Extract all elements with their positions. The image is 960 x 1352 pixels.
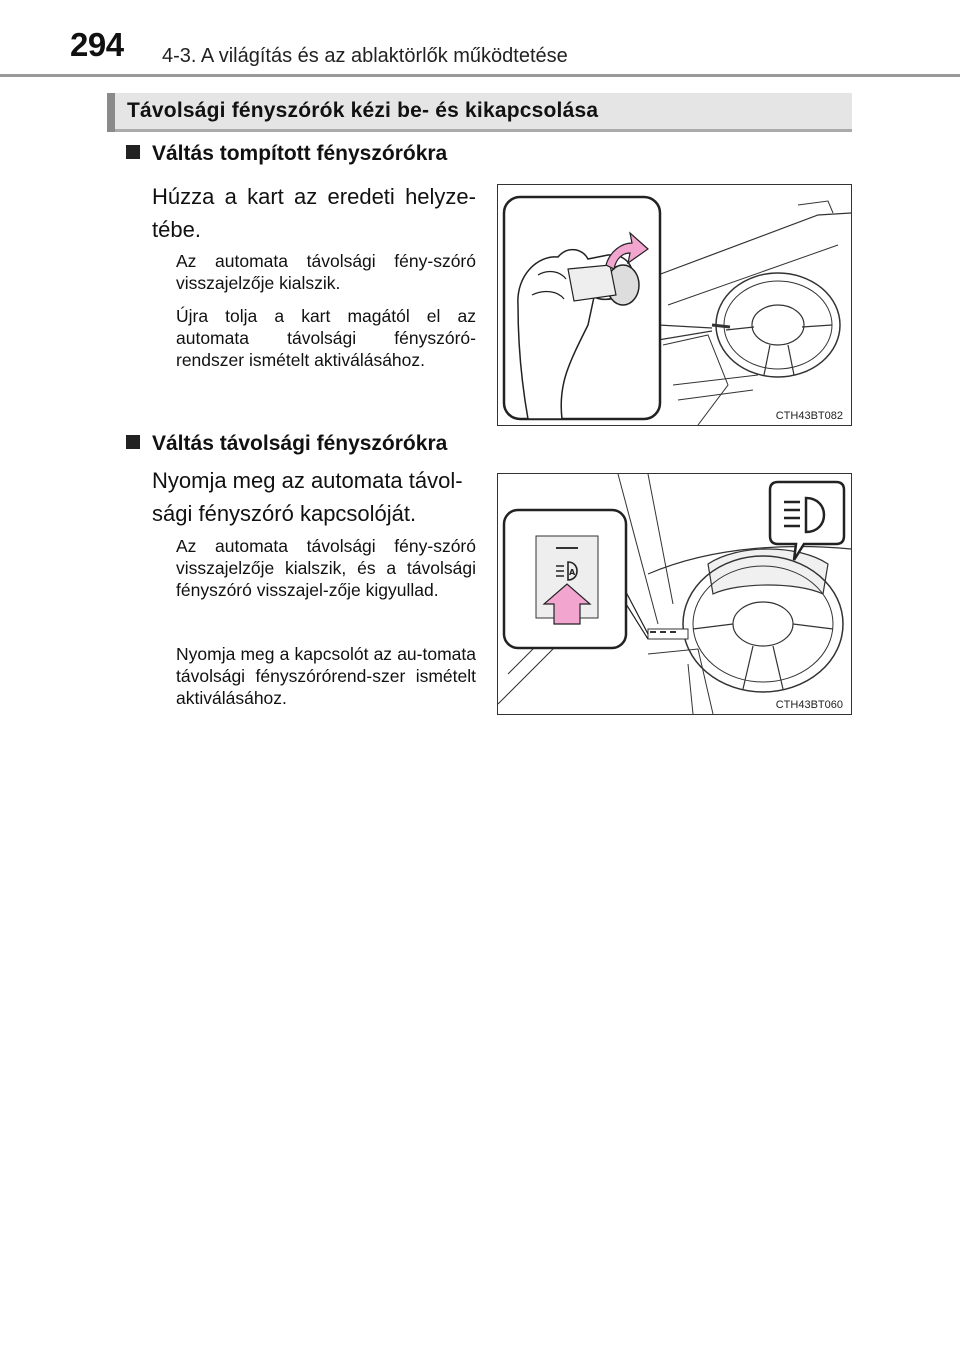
page-header <box>0 0 960 80</box>
figure-code: CTH43BT082 <box>775 410 843 422</box>
instruction-line: Húzza a kart az eredeti helyze- <box>152 184 476 209</box>
chapter-title: 4-3. A világítás és az ablaktörlők működtetése <box>162 45 568 67</box>
subheading-high-beam <box>126 432 447 456</box>
section-title: Távolsági fényszórók kézi be- és kikapcsolása <box>127 99 599 122</box>
header-divider <box>0 74 960 77</box>
note-low-beam-1: Az automata távolsági fény-szóró visszajelzője kialszik. <box>176 251 476 293</box>
svg-text:A: A <box>569 568 576 577</box>
square-bullet-icon <box>126 145 140 159</box>
note-high-beam-2: Nyomja meg a kapcsolót az au-tomata távolsági fényszórórend-szer ismételt aktiválásához. <box>176 644 476 708</box>
section-accent <box>107 93 115 132</box>
instruction-line: sági fényszóró kapcsolóját. <box>152 501 417 526</box>
subheading-text: Váltás távolsági fényszórókra <box>152 432 448 455</box>
page-number: 294 <box>70 26 124 63</box>
instruction-line: tébe. <box>152 217 201 242</box>
figure-lever-pull <box>497 184 852 426</box>
switch-illustration <box>498 474 851 714</box>
figure-code: CTH43BT060 <box>775 699 843 711</box>
section-header <box>107 93 852 132</box>
note-low-beam-2: Újra tolja a kart magától el az automata távolsági fényszóró-rendszer ismételt aktiválásához. <box>176 306 476 370</box>
subheading-text: Váltás tompított fényszórókra <box>152 142 448 165</box>
figure-switch-press <box>497 473 852 715</box>
lever-illustration <box>498 185 851 425</box>
subheading-low-beam <box>126 142 447 166</box>
note-high-beam-1: Az automata távolsági fény-szóró visszajelzője kialszik, és a távolsági fényszóró visszajel-zője kigyullad. <box>176 536 476 600</box>
instruction-low-beam <box>152 180 476 246</box>
instruction-high-beam <box>152 464 476 530</box>
instruction-line: Nyomja meg az automata távol- <box>152 468 463 493</box>
square-bullet-icon <box>126 435 140 449</box>
